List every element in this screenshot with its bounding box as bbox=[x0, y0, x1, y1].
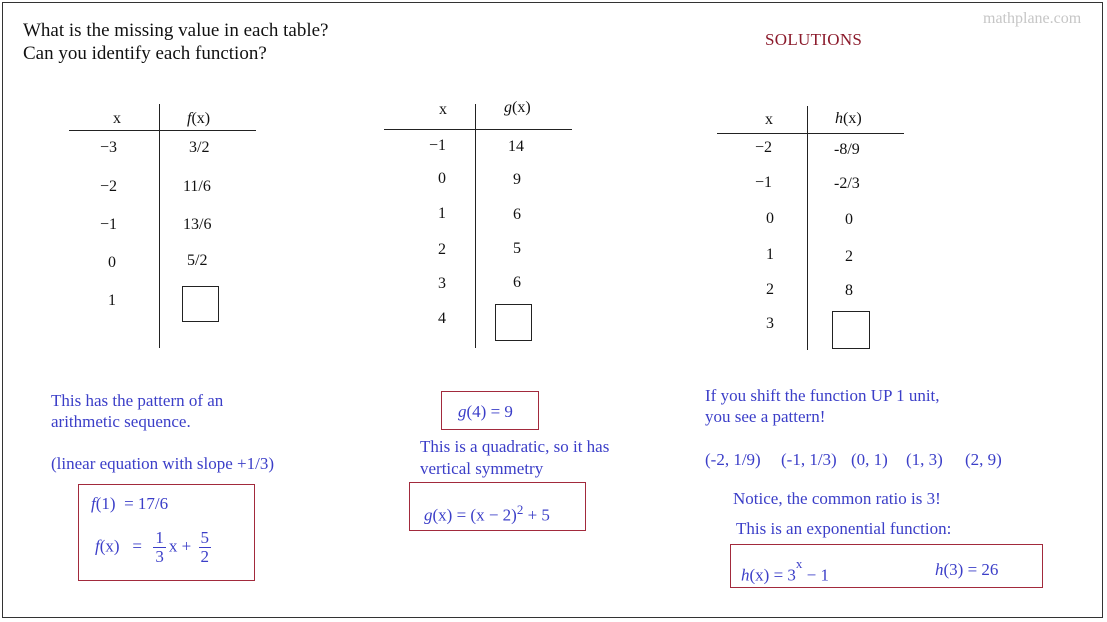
table-h-y-cell: -2/3 bbox=[834, 175, 860, 192]
solution-h-point: (0, 1) bbox=[851, 450, 888, 469]
solution-h-point: (1, 3) bbox=[906, 450, 943, 469]
table-f-x-cell: 0 bbox=[108, 254, 116, 271]
question-line-2: Can you identify each function? bbox=[23, 43, 267, 64]
table-g-x-cell: 2 bbox=[438, 241, 446, 258]
table-h-y-header: h(x) bbox=[835, 110, 862, 127]
solution-f-equation: f(x) = $\frac{1}{3}$ x + $\frac{5}{2}$ bbox=[95, 528, 209, 566]
table-g-missing-value-box bbox=[495, 304, 532, 341]
solution-g-equation-box bbox=[409, 482, 586, 531]
table-f-x-cell: −1 bbox=[100, 216, 118, 233]
solution-h-equation: $h(x) = 3^x - 1$ bbox=[741, 556, 830, 585]
table-f-column-rule bbox=[159, 104, 160, 348]
table-f-x-cell: −2 bbox=[100, 178, 118, 195]
table-h-x-header: x bbox=[765, 111, 773, 128]
table-g-x-cell: 4 bbox=[438, 310, 446, 327]
table-g-y-header: g(x) bbox=[504, 99, 531, 116]
slope-fraction: $\frac{1}{3}$ bbox=[155, 528, 164, 566]
solution-g-line-1: This is a quadratic, so it has bbox=[420, 437, 610, 456]
table-h-y-cell: -8/9 bbox=[834, 141, 860, 158]
solution-f-answer-box bbox=[78, 484, 255, 581]
table-g-x-cell: −1 bbox=[429, 137, 447, 154]
table-g-x-cell: 0 bbox=[438, 170, 446, 187]
solution-g-answer-box bbox=[441, 391, 539, 430]
solution-f-answer: f(1) = 17/6 bbox=[91, 494, 169, 513]
table-f-x-header: x bbox=[113, 110, 121, 127]
solution-f-line-3: (linear equation with slope +1/3) bbox=[51, 454, 274, 473]
table-h-x-cell: 1 bbox=[766, 246, 774, 263]
table-f-y-cell: 5/2 bbox=[187, 252, 208, 269]
table-h-x-cell: 0 bbox=[766, 210, 774, 227]
solution-f-line-1: This has the pattern of an bbox=[51, 391, 224, 410]
table-h-x-cell: −1 bbox=[755, 174, 773, 191]
table-f-y-cell: 11/6 bbox=[183, 178, 211, 195]
solution-g-line-2: vertical symmetry bbox=[420, 459, 544, 478]
solution-g-equation: $g(x) = (x - 2)^2 + 5$ bbox=[424, 502, 550, 525]
table-f-x-cell: −3 bbox=[100, 139, 118, 156]
solution-h-equation-box bbox=[730, 544, 1043, 588]
table-g-column-rule bbox=[475, 104, 476, 348]
table-h-column-rule bbox=[807, 106, 808, 350]
solution-h-line-1: If you shift the function UP 1 unit, bbox=[705, 386, 940, 405]
table-h-header-rule bbox=[717, 133, 904, 134]
table-g-y-cell: 6 bbox=[513, 206, 521, 223]
table-f-y-header: f(x) bbox=[187, 110, 211, 127]
worksheet-page bbox=[2, 2, 1103, 618]
table-f-header-rule bbox=[69, 130, 256, 131]
question-line-1: What is the missing value in each table? bbox=[23, 20, 329, 41]
table-f-x-cell: 1 bbox=[108, 292, 116, 309]
solution-h-point: (-2, 1/9) bbox=[705, 450, 761, 469]
table-h-x-cell: −2 bbox=[755, 139, 773, 156]
solution-g-answer: g(4) = 9 bbox=[458, 402, 513, 421]
solution-h-answer: h(3) = 26 bbox=[935, 560, 999, 579]
mathplane-watermark: mathplane.com bbox=[983, 10, 1082, 27]
table-g-x-cell: 1 bbox=[438, 205, 446, 222]
table-f-y-cell: 3/2 bbox=[189, 139, 210, 156]
solution-h-line-2: you see a pattern! bbox=[705, 407, 826, 426]
table-h-y-cell: 0 bbox=[845, 211, 853, 228]
solution-h-point: (2, 9) bbox=[965, 450, 1002, 469]
table-h-x-cell: 3 bbox=[766, 315, 774, 332]
table-h-y-cell: 2 bbox=[845, 248, 853, 265]
solution-f-line-2: arithmetic sequence. bbox=[51, 412, 191, 431]
table-f-y-cell: 13/6 bbox=[183, 216, 212, 233]
solution-h-point: (-1, 1/3) bbox=[781, 450, 837, 469]
table-g-y-cell: 5 bbox=[513, 240, 521, 257]
solution-h-ratio-note: Notice, the common ratio is 3! bbox=[733, 489, 941, 508]
table-h-missing-value-box bbox=[832, 311, 870, 349]
table-g-y-cell: 9 bbox=[513, 171, 521, 188]
solutions-heading: SOLUTIONS bbox=[765, 30, 863, 49]
table-g-x-header: x bbox=[439, 101, 447, 118]
table-g-x-cell: 3 bbox=[438, 275, 446, 292]
intercept-fraction: $\frac{5}{2}$ bbox=[200, 528, 209, 566]
solution-h-exponential-note: This is an exponential function: bbox=[736, 519, 952, 538]
table-g-header-rule bbox=[384, 129, 572, 130]
table-g-y-cell: 14 bbox=[508, 138, 524, 155]
table-f-missing-value-box bbox=[182, 286, 219, 322]
table-h-y-cell: 8 bbox=[845, 282, 853, 299]
table-g-y-cell: 6 bbox=[513, 274, 521, 291]
table-h-x-cell: 2 bbox=[766, 281, 774, 298]
